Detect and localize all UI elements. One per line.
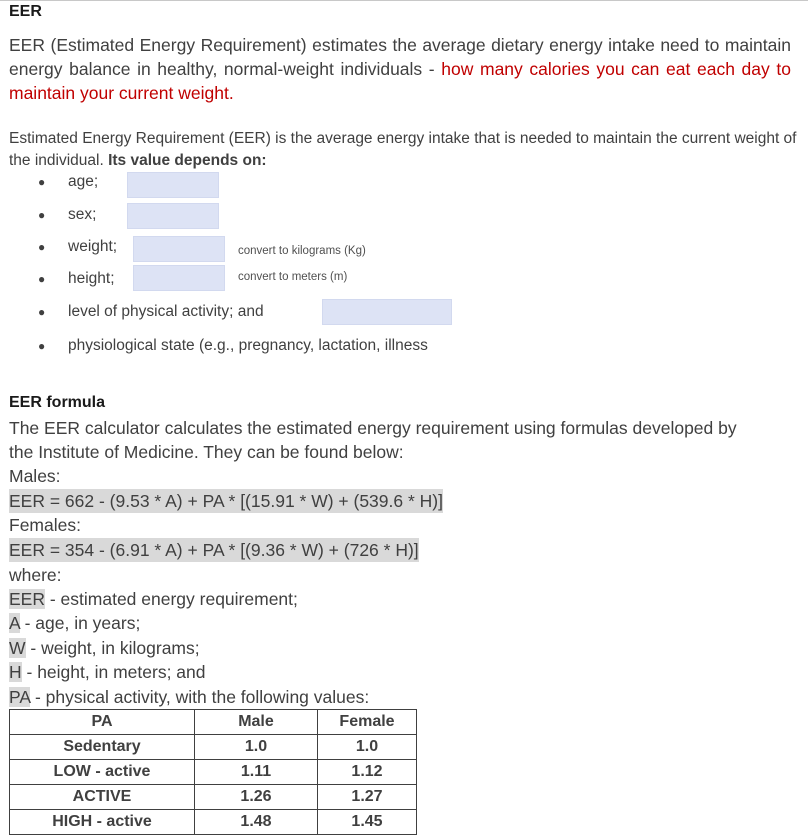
var-symbol: W: [9, 638, 26, 658]
table-row: [10, 785, 417, 810]
factor-label: height;: [68, 270, 115, 287]
bullet-icon: ●: [38, 175, 46, 189]
cell-female: 1.0: [318, 735, 417, 760]
var-desc: - age, in years;: [19, 613, 141, 633]
var-pa: [9, 685, 369, 709]
definition-bold: Its value depends on:: [108, 152, 267, 169]
definition-text: Estimated Energy Requirement (EER) is the average energy intake that is needed to maintain the current weight of the individual.: [9, 130, 797, 169]
bullet-icon: ●: [38, 240, 46, 254]
definition-paragraph: [9, 128, 799, 172]
males-label: Males:: [9, 466, 61, 486]
intro-paragraph: [9, 33, 791, 105]
weight-input[interactable]: [133, 236, 225, 262]
formula-heading: EER formula: [9, 394, 106, 411]
cell-pa: HIGH - active: [10, 810, 195, 835]
factor-label: sex;: [68, 206, 97, 223]
bullet-icon: ●: [38, 208, 46, 222]
table-row: [10, 760, 417, 785]
top-divider: [0, 0, 808, 1]
pa-table: [9, 709, 417, 835]
intro-highlight: how many calories you can eat each day to maintain your current weight.: [9, 59, 791, 103]
cell-male: 1.0: [195, 735, 318, 760]
cell-female: 1.45: [318, 810, 417, 835]
var-symbol: H: [9, 662, 22, 682]
cell-pa: ACTIVE: [10, 785, 195, 810]
intro-text: EER (Estimated Energy Requirement) estimates the average dietary energy intake need to maintain energy balance in healthy, normal-weight individuals -: [9, 35, 791, 79]
var-desc: - height, in meters; and: [21, 662, 206, 682]
height-input[interactable]: [133, 265, 225, 291]
var-w: [9, 636, 200, 660]
table-row: [10, 735, 417, 760]
activity-input[interactable]: [322, 299, 452, 325]
var-eer: [9, 587, 298, 611]
factor-label: physiological state (e.g., pregnancy, lactation, illness: [68, 337, 428, 354]
page-title: EER: [9, 3, 42, 20]
factor-label: weight;: [68, 238, 118, 255]
females-label: Females:: [9, 515, 81, 535]
height-hint: convert to meters (m): [238, 271, 348, 283]
var-desc: - estimated energy requirement;: [44, 589, 298, 609]
weight-hint: convert to kilograms (Kg): [238, 245, 366, 257]
bullet-icon: ●: [38, 339, 46, 353]
cell-pa: Sedentary: [10, 735, 195, 760]
formula-intro-line1: The EER calculator calculates the estimated energy requirement using formulas developed by: [9, 418, 737, 438]
var-desc: - weight, in kilograms;: [25, 638, 200, 658]
table-header-row: [10, 710, 417, 735]
cell-female: 1.12: [318, 760, 417, 785]
females-formula: EER = 354 - (6.91 * A) + PA * [(9.36 * W) + (726 * H)]: [9, 540, 419, 560]
var-symbol: A: [9, 613, 20, 633]
factor-label: level of physical activity; and: [68, 303, 264, 320]
males-formula: EER = 662 - (9.53 * A) + PA * [(15.91 * W) + (539.6 * H)]: [9, 491, 443, 511]
table-row: [10, 810, 417, 835]
cell-female: 1.27: [318, 785, 417, 810]
bullet-icon: ●: [38, 305, 46, 319]
header-pa: PA: [10, 710, 195, 735]
header-female: Female: [318, 710, 417, 735]
where-label: where:: [9, 565, 62, 585]
var-h: [9, 660, 206, 684]
sex-input[interactable]: [127, 203, 219, 229]
header-male: Male: [195, 710, 318, 735]
var-a: [9, 611, 140, 635]
cell-pa: LOW - active: [10, 760, 195, 785]
cell-male: 1.11: [195, 760, 318, 785]
cell-male: 1.26: [195, 785, 318, 810]
bullet-icon: ●: [38, 272, 46, 286]
var-desc: - physical activity, with the following values:: [30, 687, 370, 707]
cell-male: 1.48: [195, 810, 318, 835]
formula-intro-line2: the Institute of Medicine. They can be found below:: [9, 442, 404, 462]
factor-label: age;: [68, 173, 99, 190]
var-symbol: EER: [9, 589, 45, 609]
age-input[interactable]: [127, 172, 219, 198]
var-symbol: PA: [9, 687, 31, 707]
